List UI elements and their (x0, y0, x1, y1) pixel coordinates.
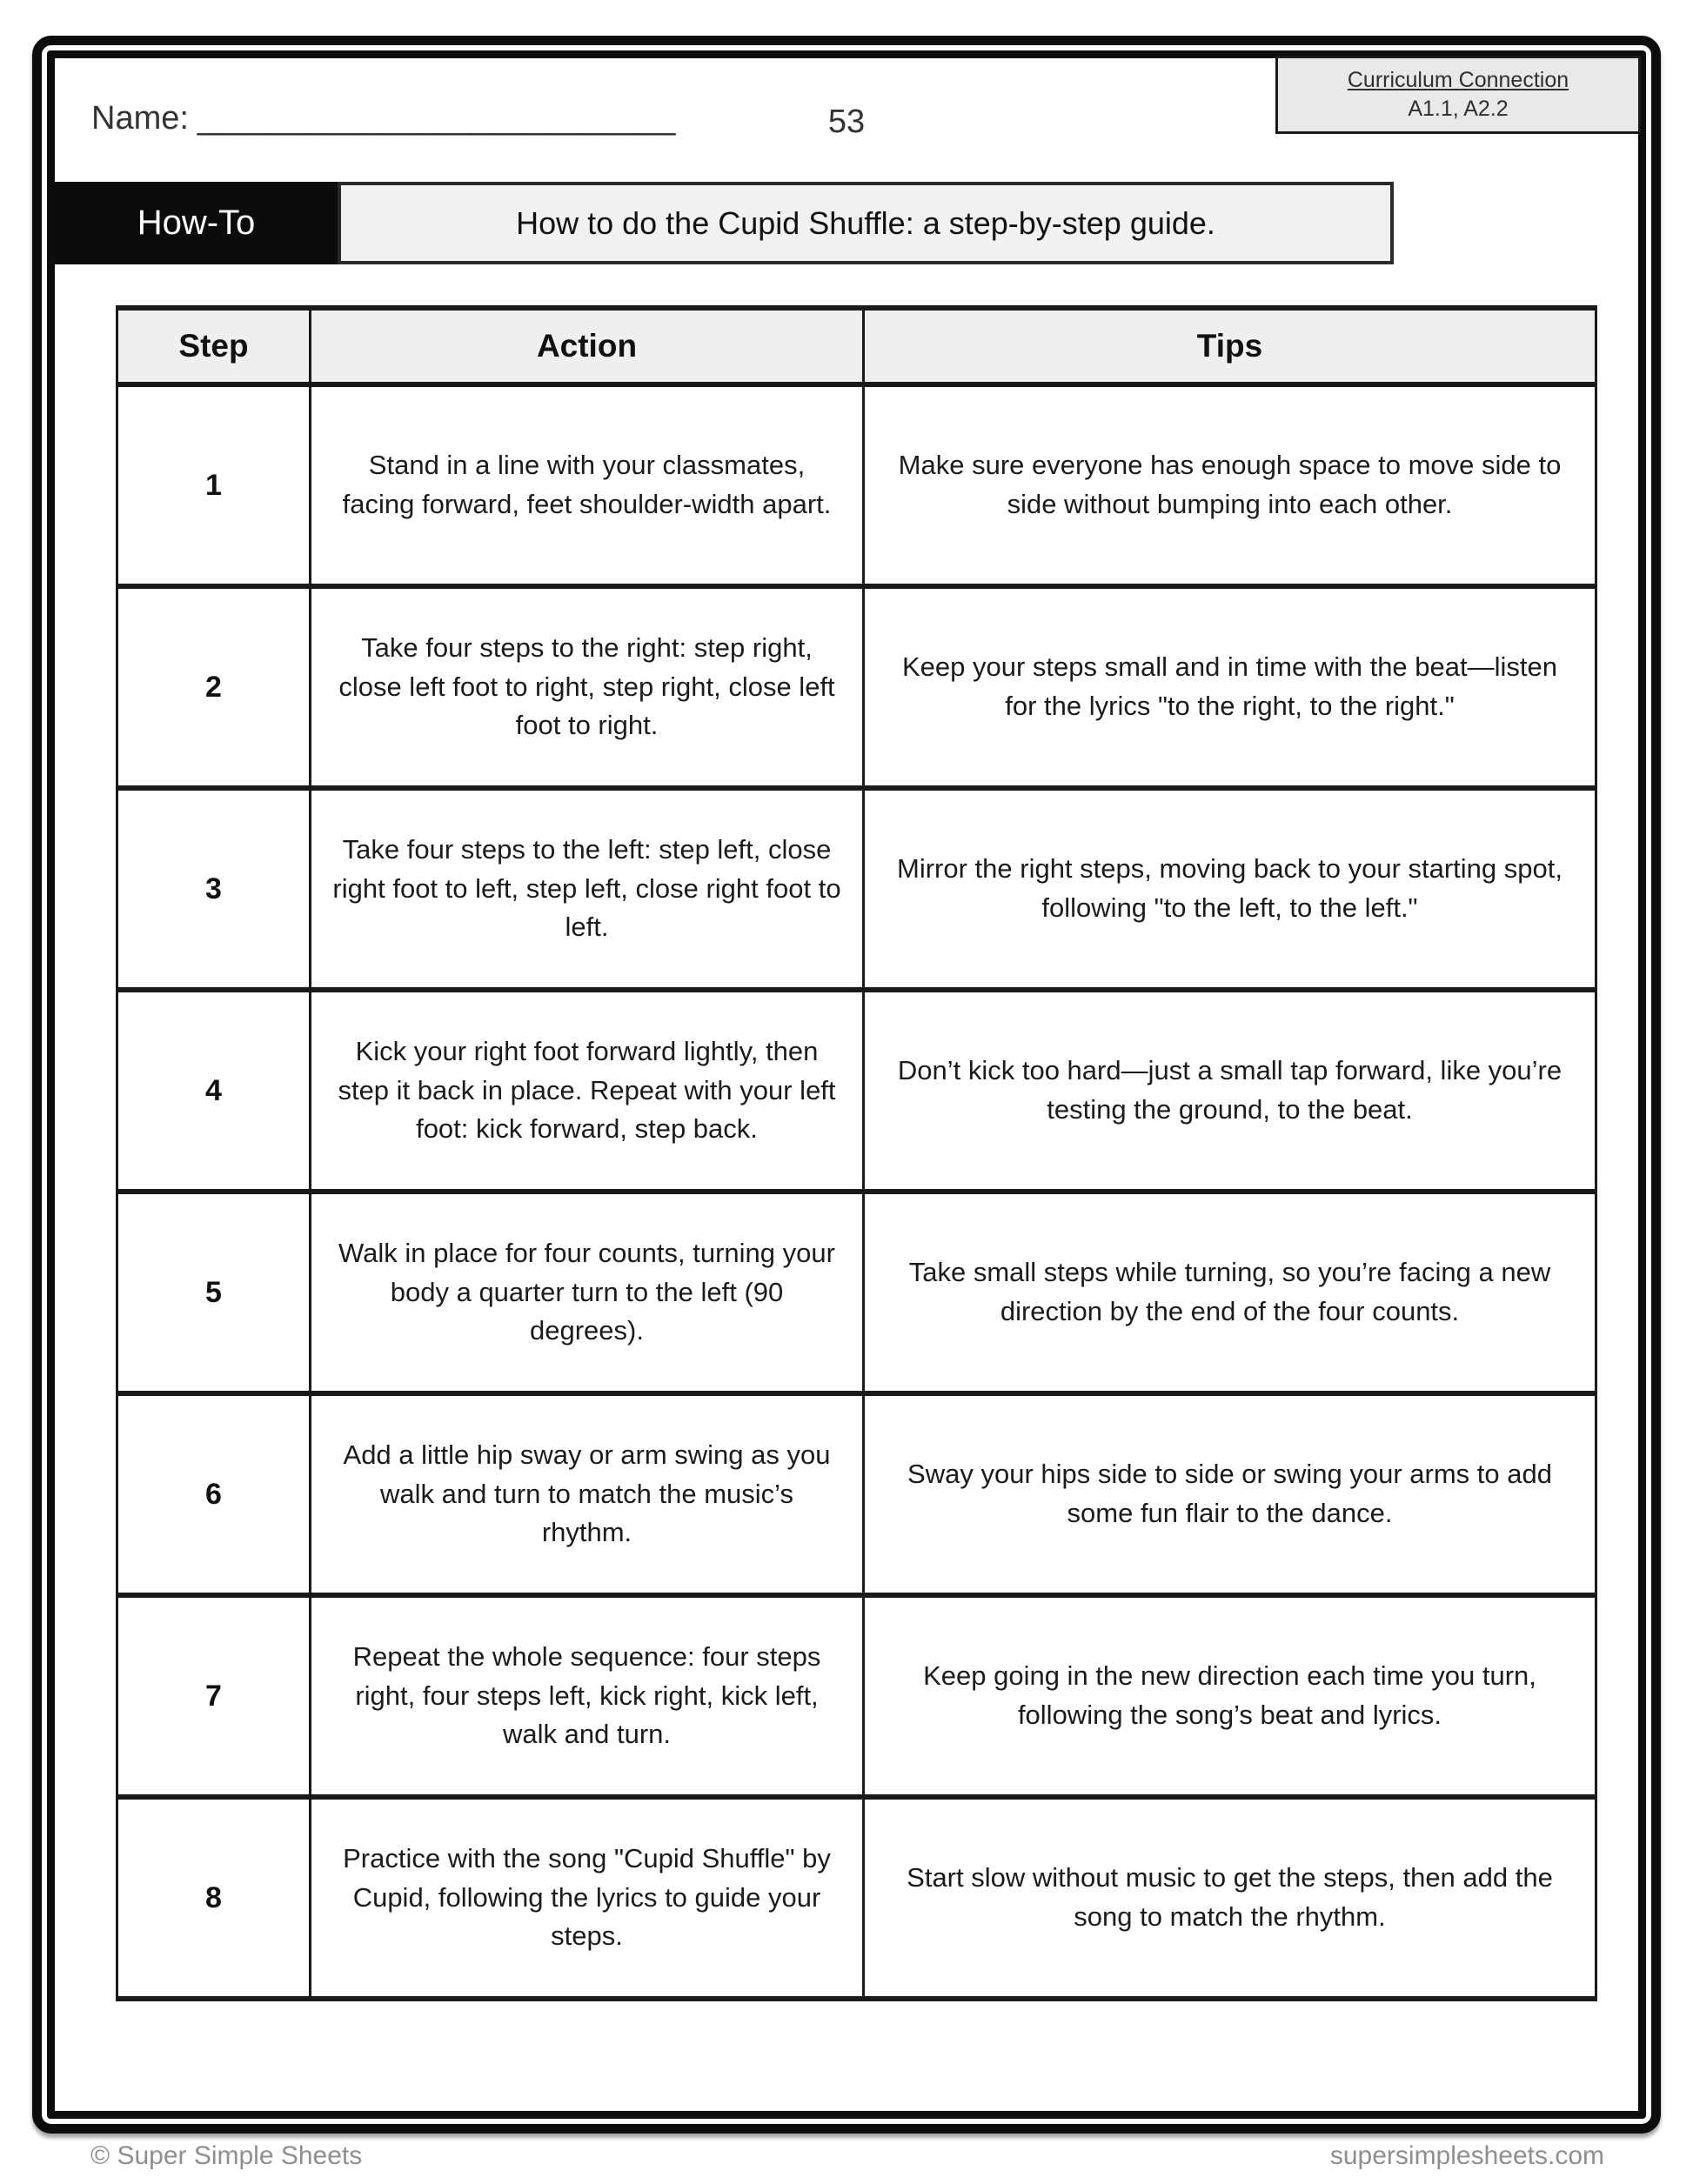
step-number-cell: 5 (117, 1192, 311, 1393)
tips-cell: Mirror the right steps, moving back to your starting spot, following "to the left, to the left." (864, 788, 1596, 990)
name-blank-line[interactable]: __________________________ (197, 100, 676, 137)
action-cell: Walk in place for four counts, turning your body a quarter turn to the left (90 degrees). (311, 1192, 864, 1393)
tips-cell: Keep your steps small and in time with the beat—listen for the lyrics "to the right, to the right." (864, 586, 1596, 788)
table-row (117, 788, 1596, 990)
column-header-step: Step (117, 308, 311, 384)
step-number-cell: 2 (117, 586, 311, 788)
table-row (117, 990, 1596, 1192)
step-number-cell: 7 (117, 1595, 311, 1797)
tips-cell: Start slow without music to get the steps, then add the song to match the rhythm. (864, 1797, 1596, 1999)
action-cell: Kick your right foot forward lightly, then step it back in place. Repeat with your left foot: kick forward, step back. (311, 990, 864, 1192)
step-number-cell: 4 (117, 990, 311, 1192)
page-outer-border (32, 36, 1661, 2134)
action-cell: Practice with the song "Cupid Shuffle" by Cupid, following the lyrics to guide your steps. (311, 1797, 864, 1999)
worksheet-title: How to do the Cupid Shuffle: a step-by-step guide. (338, 182, 1394, 264)
tips-cell: Sway your hips side to side or swing your arms to add some fun flair to the dance. (864, 1393, 1596, 1595)
action-cell: Repeat the whole sequence: four steps right, four steps left, kick right, kick left, walk and turn. (311, 1595, 864, 1797)
footer-copyright: © Super Simple Sheets (90, 2141, 363, 2170)
action-cell: Take four steps to the right: step right, close left foot to right, step right, close left foot to right. (311, 586, 864, 788)
column-header-tips: Tips (864, 308, 1596, 384)
table-row (117, 1393, 1596, 1595)
column-header-action: Action (311, 308, 864, 384)
page-number: 53 (827, 104, 866, 140)
step-number-cell: 3 (117, 788, 311, 990)
step-number-cell: 8 (117, 1797, 311, 1999)
table-row (117, 1192, 1596, 1393)
curriculum-connection-codes: A1.1, A2.2 (1408, 97, 1509, 121)
table-row (117, 586, 1596, 788)
name-label: Name: (91, 100, 189, 137)
tips-cell: Take small steps while turning, so you’re facing a new direction by the end of the four counts. (864, 1192, 1596, 1393)
table-row (117, 1797, 1596, 1999)
table-header-row (117, 308, 1596, 384)
page-footer (90, 2141, 1604, 2171)
step-number-cell: 1 (117, 384, 311, 586)
action-cell: Take four steps to the left: step left, close right foot to left, step left, close right foot to left. (311, 788, 864, 990)
table-row (117, 384, 1596, 586)
howto-bar (55, 182, 1394, 264)
curriculum-connection-title: Curriculum Connection (1347, 68, 1569, 92)
tips-cell: Keep going in the new direction each time you turn, following the song’s beat and lyrics. (864, 1595, 1596, 1797)
curriculum-connection-box (1275, 56, 1641, 134)
footer-website: supersimplesheets.com (1329, 2141, 1604, 2170)
howto-label: How-To (55, 182, 338, 264)
table-row (117, 1595, 1596, 1797)
steps-table (116, 305, 1597, 2001)
action-cell: Stand in a line with your classmates, facing forward, feet shoulder-width apart. (311, 384, 864, 586)
tips-cell: Make sure everyone has enough space to move side to side without bumping into each other. (864, 384, 1596, 586)
step-number-cell: 6 (117, 1393, 311, 1595)
tips-cell: Don’t kick too hard—just a small tap forward, like you’re testing the ground, to the beat. (864, 990, 1596, 1192)
action-cell: Add a little hip sway or arm swing as you walk and turn to match the music’s rhythm. (311, 1393, 864, 1595)
page-inner-border (47, 50, 1646, 2119)
